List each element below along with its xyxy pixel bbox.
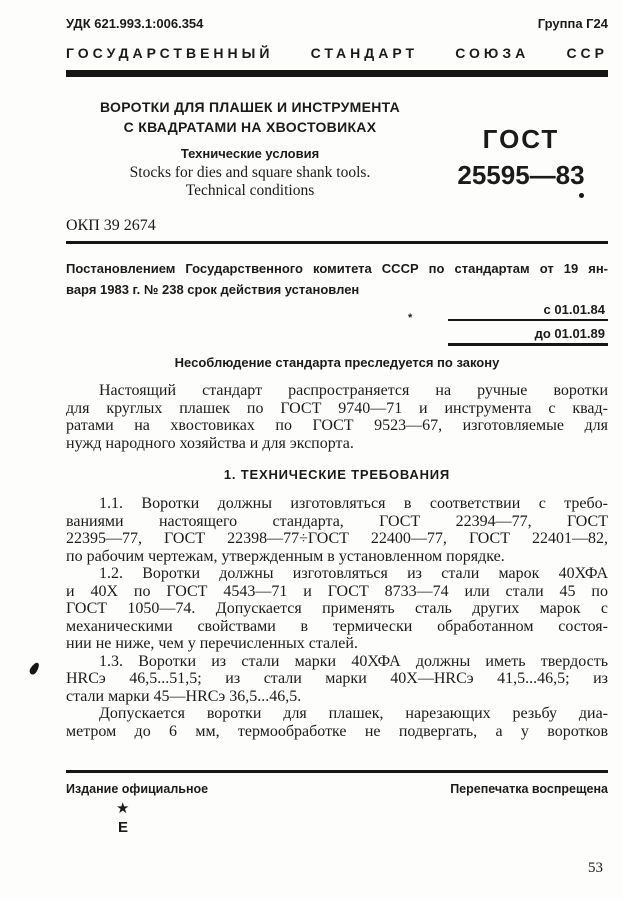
star-icon: ★: [116, 801, 130, 817]
document-title-line2: С КВАДРАТАМИ НА ХВОСТОВИКАХ: [123, 119, 377, 135]
footer-notice-row: [66, 781, 608, 797]
group-label: Группа Г24: [537, 16, 608, 31]
top-reference-row: [66, 16, 608, 32]
udk-number: УДК 621.993.1:006.354: [66, 16, 204, 31]
gost-designation-box: [434, 97, 608, 200]
clause-1-1-paragraph: [66, 495, 608, 565]
text-line: 1.2. Воротки должны изготовляться из стали марок 40ХФА: [99, 565, 608, 582]
text-line: нужд народного хозяйства и для экспорта.: [66, 434, 354, 452]
subtitle-english-line1: Stocks for dies and square shank tools.: [129, 164, 371, 181]
margin-ink-mark: [28, 661, 41, 676]
text-line: по рабочим чертежам, утвержденным в установленном порядке.: [66, 547, 505, 565]
valid-from-date: с 01.01.84: [448, 300, 608, 321]
text-line: HRCэ 46,5...51,5; из стали марки 40Х—HRCэ 41,5...46,5; из: [66, 670, 608, 687]
gost-footnote-dot: [579, 193, 584, 198]
header-divider-bar: [66, 70, 608, 77]
document-title-column: [66, 97, 434, 200]
clause-1-3-paragraph: [66, 653, 608, 706]
text-line: метром до 6 мм, термообработке не подвергать, а у воротков: [66, 722, 608, 740]
text-line: 22395—77, ГОСТ 22398—77÷ГОСТ 22400—77, ГОСТ 22401—82,: [66, 530, 608, 547]
text-line: 1.1. Воротки должны изготовляться в соответствии с требо-: [99, 495, 608, 512]
reprint-prohibited-label: Перепечатка воспрещена: [450, 782, 608, 796]
decree-line: Постановлением Государственного комитета СССР по стандартам от 19 ян-: [66, 261, 608, 276]
page-number: 53: [588, 860, 603, 876]
allowance-paragraph: [66, 705, 608, 740]
gost-number: 25595—83: [457, 160, 585, 190]
section-1-heading: 1. ТЕХНИЧЕСКИЕ ТРЕБОВАНИЯ: [223, 467, 451, 482]
intro-paragraph: [66, 382, 608, 452]
standard-header-title: ГОСУДАРСТВЕННЫЙ СТАНДАРТ СОЮЗА ССР: [66, 45, 608, 61]
law-enforcement-notice: Несоблюдение стандарта преследуется по закону: [174, 355, 500, 370]
text-line: нии не ниже, чем у перечисленных сталей.: [66, 635, 358, 652]
text-line: ратами на хвостовиках по ГОСТ 9523—67, изготовляемые для: [66, 417, 608, 434]
edition-letter-mark: Е: [118, 819, 129, 836]
text-line: и 40Х по ГОСТ 4543—71 и ГОСТ 8733—74 или стали 45 по: [66, 582, 608, 600]
clause-1-2-paragraph: [66, 565, 608, 653]
subtitle-russian: Технические условия: [180, 146, 320, 161]
decree-line: варя 1983 г. № 238 срок действия установлен: [66, 282, 360, 297]
okp-code: ОКП 39 2674: [66, 217, 156, 234]
footer-divider-rule: [66, 770, 608, 773]
valid-to-date: до 01.01.89: [448, 324, 608, 346]
gost-label: ГОСТ: [482, 124, 560, 154]
text-line: Допускается воротки для плашек, нарезающих резьбу диа-: [99, 705, 608, 722]
decree-paragraph: [66, 258, 608, 300]
text-line: для круглых плашек по ГОСТ 9740—71 и инструмента с квад-: [66, 399, 608, 417]
text-line: ваниями настоящего стандарта, ГОСТ 22394—77, ГОСТ: [66, 512, 608, 530]
subtitle-english-line2: Technical conditions: [185, 182, 315, 199]
section-divider-rule: [66, 241, 608, 244]
footnote-asterisk: *: [408, 312, 413, 324]
text-line: механическими свойствами в термически обработанном состоя-: [66, 617, 608, 635]
text-line: ГОСТ 1050—74. Допускается применять сталь других марок с: [66, 600, 608, 617]
text-line: стали марки 45—HRCэ 36,5...46,5.: [66, 687, 302, 705]
text-line: 1.3. Воротки из стали марки 40ХФА должны иметь твердость: [99, 652, 608, 670]
document-title-line1: ВОРОТКИ ДЛЯ ПЛАШЕК И ИНСТРУМЕНТА: [99, 99, 401, 115]
text-line: Настоящий стандарт распространяется на ручные воротки: [99, 382, 608, 399]
title-block: [66, 97, 608, 200]
validity-dates: [408, 300, 608, 346]
official-edition-label: Издание официальное: [66, 782, 209, 796]
